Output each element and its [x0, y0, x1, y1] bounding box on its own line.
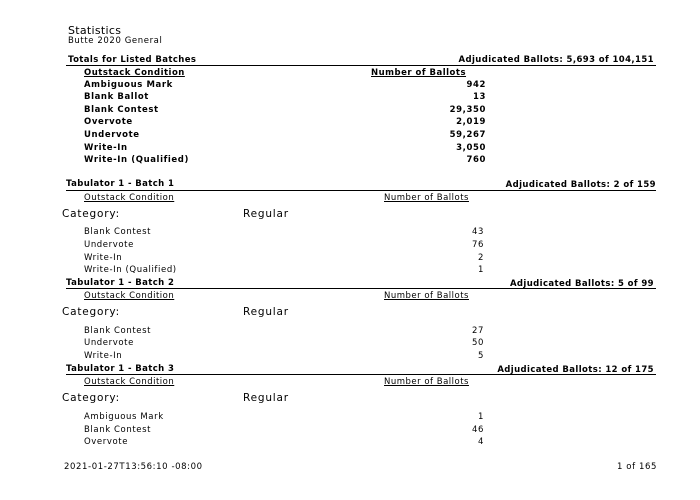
table-row-value: 5 [477, 351, 484, 361]
table-row-label: Blank Contest [84, 227, 152, 237]
batch-1-adjudicated: Adjudicated Ballots: 2 of 159 [505, 180, 656, 190]
batch-3-category-label: Category: [62, 392, 120, 404]
table-row-value: 43 [471, 227, 484, 237]
table-row-value: 76 [471, 240, 484, 250]
table-row-label: Overvote [84, 117, 133, 127]
table-row-label: Blank Contest [84, 326, 152, 336]
table-row-label: Blank Contest [84, 105, 159, 115]
table-row-value: 50 [471, 338, 484, 348]
batch-3-adjudicated: Adjudicated Ballots: 12 of 175 [497, 365, 654, 375]
table-row-value: 27 [471, 326, 484, 336]
batch-1-category-label: Category: [62, 208, 120, 220]
totals-heading: Totals for Listed Batches [68, 55, 197, 65]
table-row-value: 3,050 [456, 143, 486, 153]
batch-3-divider [66, 374, 656, 375]
batch-1-category-value: Regular [243, 208, 289, 220]
table-row-label: Write-In (Qualified) [84, 155, 189, 165]
totals-col-condition: Outstack Condition [84, 68, 185, 78]
table-row-label: Blank Ballot [84, 92, 149, 102]
table-row-value: 1 [477, 412, 484, 422]
totals-divider [66, 65, 656, 66]
batch-3-col-count: Number of Ballots [384, 377, 469, 387]
batch-1-divider [66, 190, 656, 191]
batch-2-heading: Tabulator 1 - Batch 2 [66, 278, 175, 288]
batch-2-col-condition: Outstack Condition [84, 291, 175, 301]
table-row-label: Write-In [84, 253, 123, 263]
table-row-value: 2,019 [456, 117, 486, 127]
table-row-value: 4 [477, 437, 484, 447]
batch-1-col-count: Number of Ballots [384, 193, 469, 203]
table-row-label: Ambiguous Mark [84, 412, 164, 422]
totals-col-count: Number of Ballots [371, 68, 467, 78]
batch-2-divider [66, 288, 656, 289]
table-row-value: 942 [466, 80, 486, 90]
report-title: Statistics [68, 24, 122, 37]
batch-1-heading: Tabulator 1 - Batch 1 [66, 179, 175, 189]
batch-3-col-condition: Outstack Condition [84, 377, 175, 387]
batch-3-heading: Tabulator 1 - Batch 3 [66, 364, 175, 374]
table-row-value: 1 [477, 265, 484, 275]
batch-2-category-label: Category: [62, 306, 120, 318]
table-row-label: Overvote [84, 437, 129, 447]
batch-3-category-value: Regular [243, 392, 289, 404]
batch-2-col-count: Number of Ballots [384, 291, 469, 301]
table-row-value: 760 [466, 155, 486, 165]
table-row-value: 46 [471, 425, 484, 435]
footer-page-number: 1 of 165 [616, 462, 657, 472]
table-row-label: Undervote [84, 240, 134, 250]
footer-timestamp: 2021-01-27T13:56:10 -08:00 [64, 462, 203, 472]
report-subtitle: Butte 2020 General [68, 36, 163, 46]
batch-2-category-value: Regular [243, 306, 289, 318]
table-row-label: Undervote [84, 338, 134, 348]
batch-1-col-condition: Outstack Condition [84, 193, 175, 203]
table-row-label: Write-In [84, 351, 123, 361]
table-row-label: Ambiguous Mark [84, 80, 173, 90]
table-row-value: 59,267 [449, 130, 486, 140]
table-row-label: Blank Contest [84, 425, 152, 435]
totals-adjudicated: Adjudicated Ballots: 5,693 of 104,151 [458, 55, 654, 65]
table-row-value: 29,350 [449, 105, 486, 115]
table-row-label: Write-In (Qualified) [84, 265, 177, 275]
table-row-label: Write-In [84, 143, 128, 153]
table-row-label: Undervote [84, 130, 140, 140]
table-row-value: 2 [477, 253, 484, 263]
table-row-value: 13 [472, 92, 486, 102]
batch-2-adjudicated: Adjudicated Ballots: 5 of 99 [509, 279, 654, 289]
